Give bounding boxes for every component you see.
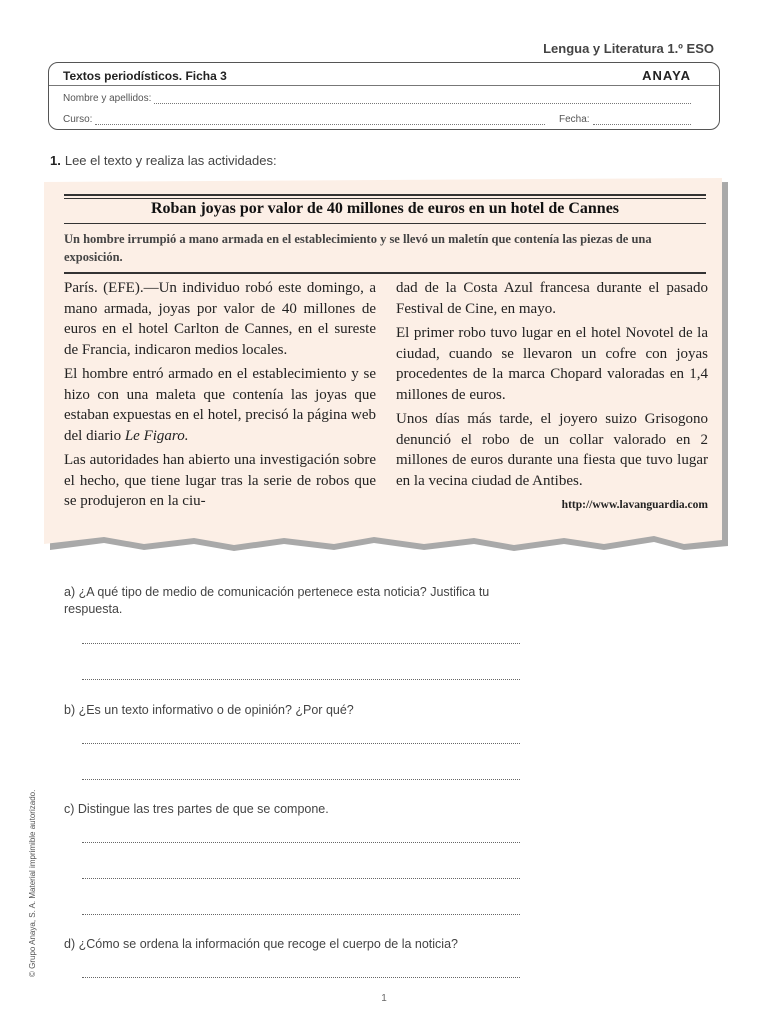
answer-line[interactable] [82,977,520,978]
curso-dotted-line [95,115,545,125]
newspaper-name: Le Figaro. [124,427,189,444]
fecha-label: Fecha: [559,114,590,125]
subject-title: Lengua y Literatura 1.º ESO [543,41,714,56]
nombre-dotted-line [154,94,691,104]
curso-label: Curso: [63,114,93,125]
question-d: d) ¿Cómo se ordena la información que recoge el cuerpo de la noticia? [64,937,458,951]
answer-line[interactable] [82,679,520,680]
article-column-left [64,278,376,516]
paragraph-3-end: dad de la Costa Azul francesa durante el pasado Festival de Cine, en mayo. [396,280,708,317]
fecha-field[interactable] [559,114,691,125]
question-a: a) ¿A qué tipo de medio de comunicación pertenece esta noticia? Justifica tu respuesta. [64,585,490,616]
paragraph-2 [64,364,376,446]
answer-line[interactable] [82,914,520,915]
nombre-label: Nombre y apellidos: [63,93,152,104]
question-b: b) ¿Es un texto informativo o de opinión? ¿Por qué? [64,703,354,717]
paragraph-1: París. (EFE).—Un individuo robó este domingo, a mano armada, joyas por valor de 40 millones de euros en el hotel Carlton de Cannes, en el sureste de Francia, indicaron medios locales. [64,280,376,358]
headline-rule-top [64,194,706,196]
header-divider [49,85,719,86]
answer-line[interactable] [82,779,520,780]
instruction-text: Lee el texto y realiza las actividades: [64,153,277,168]
answer-line[interactable] [82,878,520,879]
news-article [44,178,728,558]
ficha-title: Textos periodísticos. Ficha 3 [63,69,227,83]
answer-line[interactable] [82,643,520,644]
instruction-number: 1. [50,153,61,168]
source-url: http://www.lavanguardia.com [561,499,708,511]
article-column-right [396,278,708,516]
paragraph-3-start: Las autoridades han abierto una investigación sobre el hecho, que tiene lugar tras la serie de robos que se produjeron en la ciu- [64,452,376,509]
worksheet-header [48,62,720,130]
answer-line[interactable] [82,842,520,843]
copyright-notice: © Grupo Anaya, S. A. Material imprimible autorizado. [28,789,37,977]
headline: Roban joyas por valor de 40 millones de euros en un hotel de Cannes [150,200,620,217]
fecha-dotted-line [593,115,691,125]
nombre-field[interactable] [63,93,691,104]
answer-line[interactable] [82,743,520,744]
subheadline: Un hombre irrumpió a mano armada en el establecimiento y se llevó un maletín que contenía las piezas de una exposición. [64,223,706,274]
page-number: 1 [381,993,387,1004]
paragraph-5: Unos días más tarde, el joyero suizo Grisogono denunció el robo de un collar valorado en 2 millones de euros durante una fiesta que tuvo lugar en la vecina ciudad de Antibes. [396,411,708,489]
instruction [50,153,277,168]
publisher-logo: ANAYA [642,68,691,83]
paragraph-4: El primer robo tuvo lugar en el hotel Novotel de la ciudad, cuando se llevaron un cofre con joyas procedentes de la marca Chopard valoradas en 1,4 millones de euros. [396,325,708,403]
question-c: c) Distingue las tres partes de que se compone. [64,802,329,816]
curso-field[interactable] [63,114,545,125]
paragraph-2-text: El hombre entró armado en el establecimiento y se hizo con una maleta que contenía las joyas que estaban expuestas en el hotel, precisó la página web del diario [64,366,376,444]
headline-rule-top-thin [64,198,706,199]
